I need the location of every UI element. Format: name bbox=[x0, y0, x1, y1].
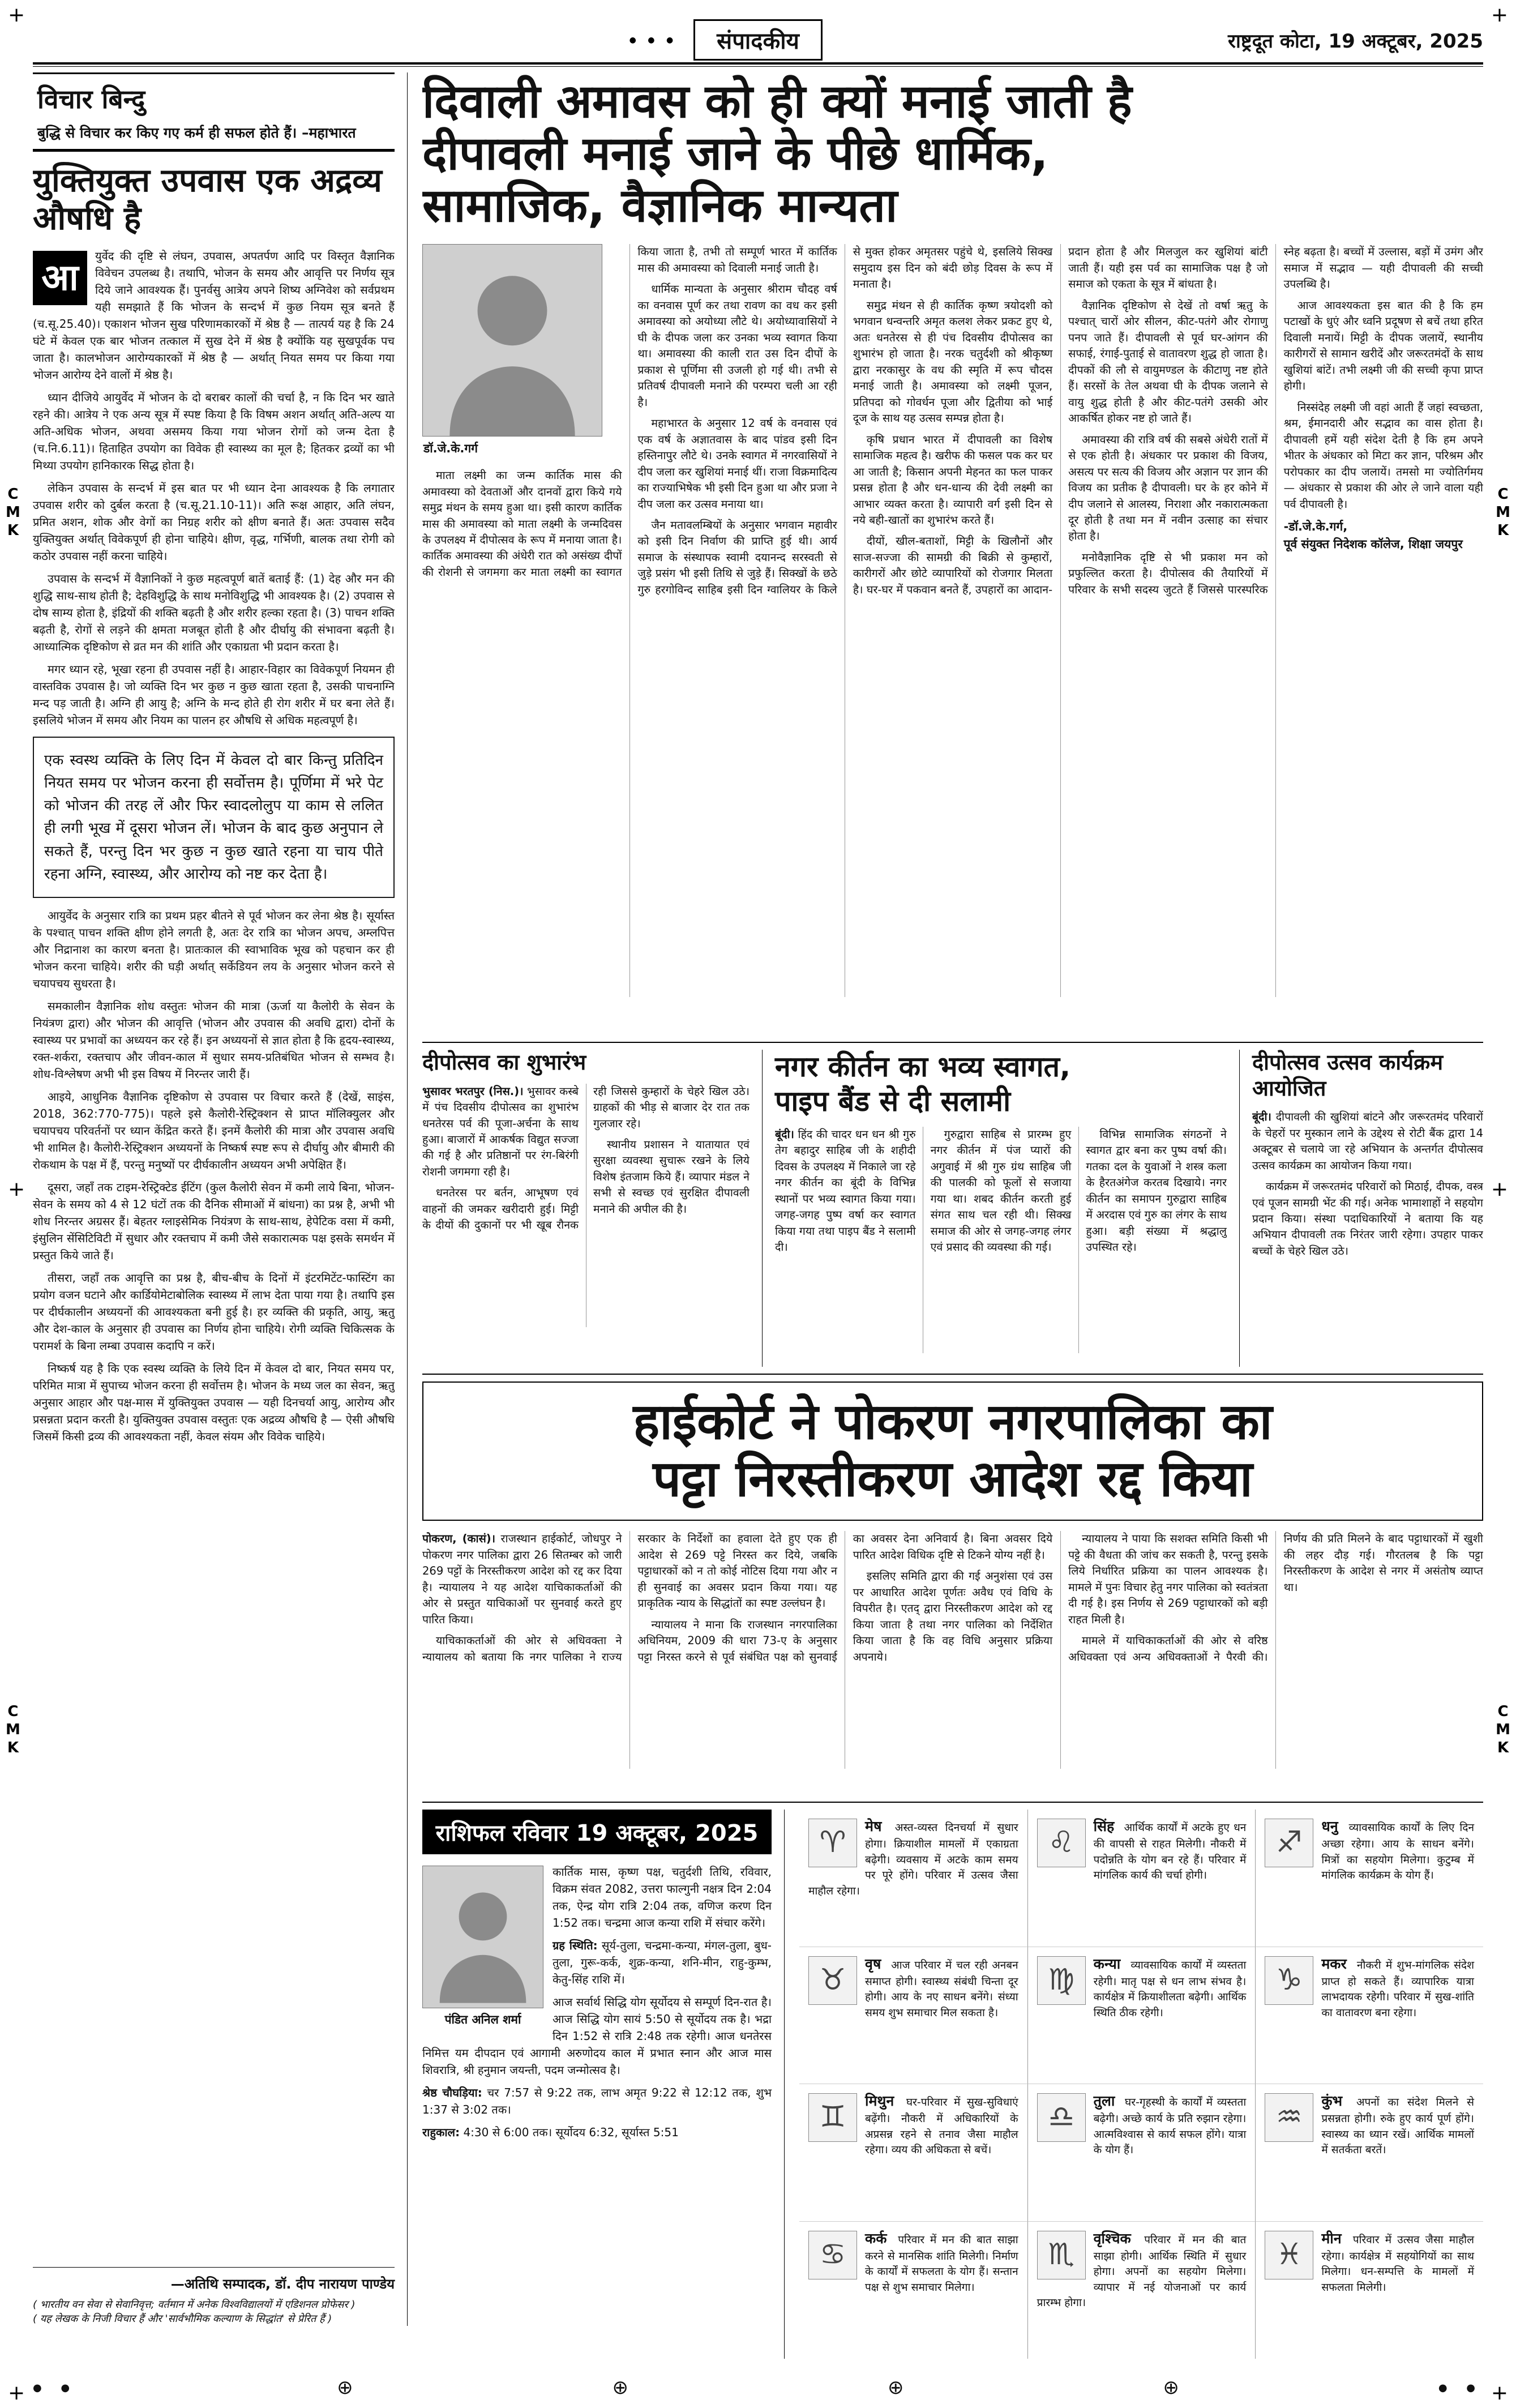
astrologer-photo bbox=[422, 1866, 543, 2008]
registration-cross-icon: + bbox=[8, 1178, 25, 1201]
lead-paragraph bbox=[1252, 1109, 1483, 1174]
zodiac-cell-meen bbox=[1255, 2222, 1483, 2359]
right-area bbox=[422, 72, 1483, 2359]
press-dots: ● ● bbox=[33, 2381, 78, 2394]
vichar-bindu-quote bbox=[33, 121, 395, 152]
zodiac-name: मिथुन bbox=[865, 2093, 894, 2109]
headline-line: दिवाली अमावस को ही क्यों मनाई जाती है bbox=[422, 75, 1132, 129]
zodiac-cell-tula bbox=[1027, 2084, 1256, 2222]
zodiac-text: आज परिवार में चल रही अनबन समाप्त होगी। स्वास्थ्य संबंधी चिन्ता दूर होगी। आय के नए साधन बनेंगे। संध्या समय शुभ समाचार मिल सकता है। bbox=[865, 1958, 1018, 2019]
utsav-title: दीपोत्सव उत्सव कार्यक्रम आयोजित bbox=[1252, 1050, 1444, 1101]
highcourt-headline bbox=[422, 1382, 1483, 1521]
yog-text: आज सर्वार्थ सिद्धि योग सूर्योदय से सम्पूर्ण दिन-रात है। आज सिद्धि योग सायं 5:50 से सूर्योदय तक है। भद्रा दिन 1:52 से रात्रि 2:48 तक रहेगी। आज धनतेरस निमित्त यम दीपदान एवं आगामी अरुणोदय काल में प्रभात स्नान और आज मास शिवरात्रि, श्री हनुमान जयन्ती, पदम जन्मोत्सव है। bbox=[422, 1995, 772, 2077]
zodiac-cell-mesh bbox=[799, 1810, 1027, 1947]
dateline: बूंदी। bbox=[775, 1128, 794, 1141]
lead-paragraph bbox=[775, 1127, 916, 1256]
paragraph: निष्कर्ष यह है कि एक स्वस्थ व्यक्ति के लिये दिन में केवल दो बार, नियत समय पर, परिमित मात्रा में सुपाच्य भोजन करना ही सर्वोत्तम है। भोजन के मध्य जल का सेवन, ऋतु अनुसार आहार और पक्ष-मास में युक्तियुक्त उपवास — यही दिनचर्या आयु, आरोग्य और प्रसन्नता प्रदान करती है। युक्तियुक्त उपवास वस्तुतः एक अद्रव्य औषधि है — ऐसी औषधि जिसमें किसी द्रव्य की आवश्यकता नहीं, केवल संयम और विवेक चाहिये। bbox=[33, 1362, 395, 1444]
zodiac-cell-kark bbox=[799, 2222, 1027, 2359]
zodiac-name: कन्या bbox=[1093, 1955, 1121, 1972]
left-column bbox=[33, 72, 408, 2326]
paragraph: समकालीन वैज्ञानिक शोध वस्तुतः भोजन की मात्रा (ऊर्जा या कैलोरी के सेवन के नियंत्रण द्वारा) और भोजन की आवृत्ति (भोजन और उपवास की अवधि द्वारा) दोनों के स्वास्थ्य पर प्रभावों का अध्ययन कर रहे हैं। इन अध्ययनों से ज्ञात होता है कि हृदय-स्वास्थ्य, रक्त-शर्करा, रक्तचाप और जीवन-काल में सुधार समय-प्रतिबंधित भोजन से सम्भव है। शोध-विश्लेषण अभी भी इस विषय में निरन्तर जारी हैं। bbox=[33, 999, 395, 1081]
utsav-paragraphs bbox=[1252, 1179, 1483, 1259]
paragraph: दीयों, खील-बताशों, मिट्टी के खिलौनों और साज-सज्जा की सामग्री की बिक्री से कुम्हारों, कारीगरों और छोटे व्यापारियों को रोजगार मिलता है। घर-घर में पकवान बनते हैं, उपहारों का आदान-प्रदान होता है और मिलजुल कर खुशियां बांटी जाती हैं। यही इस पर्व का सामाजिक पक्ष है जो समाज को एकता के सूत्र में बांधता है। bbox=[853, 245, 1268, 596]
paragraph: समुद्र मंथन से ही कार्तिक कृष्ण त्रयोदशी को भगवान धन्वन्तरि अमृत कलश लेकर प्रकट हुए थे, अतः धनतेरस से ही पंच दिवसीय दीपोत्सव का शुभारंभ हो जाता है। नरक चतुर्दशी को श्रीकृष्ण द्वारा नरकासुर के वध की स्मृति में रूप चौदस मनाई जाती है। अमावस्या को लक्ष्मी पूजन, प्रतिपदा को गोवर्धन पूजा और द्वितीया को भाई दूज के साथ यह उत्सव सम्पन्न होता है। bbox=[853, 298, 1053, 425]
registration-cross-icon: + bbox=[1491, 2381, 1508, 2405]
lead-text: हिंद की चादर धन धन श्री गुरु तेग बहादुर साहिब जी के शहीदी दिवस के उपलक्ष्य में निकाले जा रहे नगर कीर्तन का बूंदी के विभिन्न स्थानों पर भव्य स्वागत किया गया। जगह-जगह पुष्प वर्षा कर स्वागत किया गया तथा पाइप बैंड ने सलामी दी। bbox=[775, 1128, 916, 1254]
rahukal-label: राहुकाल: bbox=[422, 2125, 460, 2139]
nagar-kirtan-article bbox=[762, 1050, 1240, 1367]
quote-source: –महाभारत bbox=[301, 125, 356, 141]
headline-line: दीपावली मनाई जाने के पीछे धार्मिक, bbox=[422, 126, 1048, 181]
deepotsav-body bbox=[422, 1084, 750, 1327]
paragraph: महाभारत के अनुसार 12 वर्ष के वनवास एवं एक वर्ष के अज्ञातवास के बाद पांडव इसी दिन हस्तिनापुर लौटे थे। उनके स्वागत में नगरवासियों ने दीप जला कर खुशियां मनाई थीं। राजा विक्रमादित्य का राज्याभिषेक भी इसी दिन हुआ था और प्रजा ने दीप जला कर उत्सव मनाया था। bbox=[637, 417, 837, 511]
section-divider bbox=[422, 1042, 1483, 1043]
paragraph: इसलिए समिति द्वारा की गई अनुशंसा एवं उस पर आधारित आदेश पूर्णतः अवैध एवं विधि के विपरीत है। एतद् द्वारा निरस्तीकरण आदेश को रद्द किया जाता है तथा नगर पालिका को निर्देशित किया जाता है कि वह विधि अनुसार प्रक्रिया अपनाये। bbox=[853, 1569, 1053, 1663]
paragraph: धार्मिक मान्यता के अनुसार श्रीराम चौदह वर्ष का वनवास पूर्ण कर तथा रावण का वध कर इसी अमावस्या को अयोध्या लौटे थे। अयोध्यावासियों ने घी के दीपक जला कर उनका भव्य स्वागत किया था। अमावस्या की काली रात उस दिन दीपों के प्रकाश से पूर्णिमा सी उजली हो गई थी। तभी से प्रतिवर्ष दीपावली मनाने की परम्परा चली आ रही है। bbox=[637, 283, 837, 409]
zodiac-cell-vrishchik bbox=[1027, 2222, 1256, 2359]
zodiac-name: तुला bbox=[1093, 2093, 1115, 2109]
paragraph: माता लक्ष्मी का जन्म कार्तिक मास की अमावस्या को देवताओं और दानवों द्वारा किये गये समुद्र मंथन के समय हुआ था। इसी कारण कार्तिक मास की अमावस्या को माता लक्ष्मी के जन्मदिवस के उपलक्ष्य में दीपोत्सव के रूप में मनाया जाता है। कार्तिक अमावस्या की अंधेरी रात को असंख्य दीपों की रोशनी से जगमगा कर माता लक्ष्मी का स्वागत किया जाता है, तभी तो सम्पूर्ण भारत में कार्तिक मास की अमावस्या को दिवाली मनाई जाती है। bbox=[422, 245, 837, 579]
paragraph: विभिन्न सामाजिक संगठनों ने स्वागत द्वार बना कर पुष्प वर्षा की। गतका दल के युवाओं ने शस्त्र कला के हैरतअंगेज करतब दिखाये। नगर कीर्तन का समापन गुरुद्वारा साहिब में अरदास एवं गुरु का लंगर के साथ हुआ। बड़ी संख्या में श्रद्धालु उपस्थित रहे। bbox=[1086, 1128, 1227, 1254]
sagittarius-icon: ♐ bbox=[1265, 1819, 1313, 1867]
zodiac-name: सिंह bbox=[1093, 1818, 1115, 1834]
zodiac-grid bbox=[799, 1810, 1483, 2359]
dateline: भुसावर भरतपुर (निस.)। bbox=[422, 1084, 524, 1098]
deepotsav-article bbox=[422, 1050, 762, 1367]
dateline: पोकरण, (कासं)। bbox=[422, 1532, 496, 1546]
author-photo-block bbox=[422, 244, 622, 461]
nagar-kirtan-paragraphs bbox=[931, 1127, 1227, 1261]
section-divider bbox=[422, 1374, 1483, 1375]
paragraph: न्यायालय ने पाया कि सशक्त समिति किसी भी पट्टे की वैधता की जांच कर सकती है, परन्तु इसके लिये निर्धारित प्रक्रिया का पालन आवश्यक है। मामले में पुनः विचार हेतु नगर पालिका को स्वतंत्रता दी गई है। इस निर्णय से 269 पट्टाधारकों को बड़ी राहत मिली है। bbox=[1068, 1532, 1268, 1626]
zodiac-cell-makar bbox=[1255, 1947, 1483, 2085]
registration-cross-icon: + bbox=[8, 2381, 25, 2405]
leo-icon: ♌ bbox=[1037, 1819, 1086, 1867]
author-note: ( भारतीय वन सेवा से सेवानिवृत्त; वर्तमान में अनेक विश्वविद्यालयों में एडिशनल प्रोफेसर ) bbox=[33, 2298, 356, 2311]
aries-icon: ♈ bbox=[808, 1819, 857, 1867]
cancer-icon: ♋ bbox=[808, 2231, 857, 2279]
rahukal-text: 4:30 से 6:00 तक। सूर्योदय 6:32, सूर्यास्त 5:51 bbox=[463, 2125, 679, 2139]
zodiac-cell-vrish bbox=[799, 1947, 1027, 2085]
diwali-body bbox=[422, 244, 1483, 997]
zodiac-name: मीन bbox=[1321, 2230, 1342, 2247]
rahukal bbox=[422, 2124, 772, 2141]
press-mark-cmk: C M K bbox=[1496, 1703, 1510, 1756]
diwali-credit bbox=[1284, 518, 1483, 553]
headline-line: पाइप बैंड से दी सलामी bbox=[775, 1085, 1011, 1118]
zodiac-name: वृष bbox=[865, 1955, 881, 1972]
zodiac-name: कुंभ bbox=[1321, 2093, 1343, 2109]
zodiac-text: घर-परिवार में सुख-सुविधाएं बढ़ेंगी। नौकरी में अधिकारियों के अप्रसन्न रहने से तनाव जैसा माहौल रहेगा। व्यय की अधिकता से बचें। bbox=[865, 2096, 1018, 2157]
registration-target-icon: ⊕ bbox=[612, 2376, 629, 2399]
paragraph: धनतेरस पर बर्तन, आभूषण एवं वाहनों की जमकर खरीदारी हुई। मिट्टी के दीयों की दुकानों पर भी खूब रौनक रही जिससे कुम्हारों के चेहरे खिल उठे। ग्राहकों की भीड़ से बाजार देर रात तक गुलजार रहे। bbox=[422, 1084, 750, 1232]
credit-line: -डॉ.जे.के.गर्ग, bbox=[1283, 519, 1348, 533]
person-silhouette-icon bbox=[423, 245, 602, 436]
headline-line: सामाजिक, वैज्ञानिक मान्यता bbox=[422, 178, 898, 233]
paragraph: याचिकाकर्ताओं की ओर से अधिवक्ता ने न्यायालय को बताया कि नगर पालिका ने राज्य सरकार के निर्देशों का हवाला देते हुए एक ही आदेश से 269 पट्टे निरस्त कर दिये, जबकि पट्टाधारकों को न तो कोई नोटिस दिया गया और न ही सुनवाई का अवसर प्रदान किया गया। यह प्राकृतिक न्याय के सिद्धांतों का स्पष्ट उल्लंघन है। bbox=[422, 1532, 837, 1663]
zodiac-text: नौकरी में शुभ-मांगलिक संदेश प्राप्त हो सकते हैं। व्यापारिक यात्रा लाभदायक रहेगी। परिवार में सुख-शांति का वातावरण बना रहेगा। bbox=[1321, 1958, 1474, 2019]
zodiac-name: वृश्चिक bbox=[1093, 2230, 1131, 2247]
zodiac-text: परिवार में मन की बात साझा होगी। आर्थिक स्थिति में सुधार होगा। अपनों का सहयोग मिलेगा। व्यापार में नई योजनाओं पर कार्य प्रारम्भ होगा। bbox=[1037, 2233, 1247, 2309]
section-divider bbox=[422, 1802, 1483, 1803]
registration-target-icon: ⊕ bbox=[887, 2376, 904, 2399]
pull-quote-box: एक स्वस्थ व्यक्ति के लिए दिन में केवल दो बार किन्तु प्रतिदिन नियत समय पर भोजन करना ही सर्वोत्तम है। पूर्णिमा में भरे पेट को भोजन की तरह लें और फिर स्वादलोलुप या काम से ललित ही लगी भूख में दूसरा भोजन लें। भोजन के बाद कुछ अनुपान ले सकते हैं, परन्तु दिन भर कुछ न कुछ खाते रहना या चाय पीते रहना अग्नि, स्वास्थ्य, और आरोग्य को नष्ट कर देता है। bbox=[33, 737, 395, 899]
zodiac-name: कर्क bbox=[865, 2230, 887, 2247]
zodiac-text: व्यावसायिक कार्यों में व्यस्तता रहेगी। मातृ पक्ष से धन लाभ संभव है। कार्यक्षेत्र में क्रियाशीलता बढ़ेगी। आर्थिक स्थिति ठीक रहेगी। bbox=[1093, 1958, 1247, 2019]
rashifal-banner: राशिफल रविवार 19 अक्टूबर, 2025 bbox=[422, 1810, 772, 1854]
news-briefs-band bbox=[422, 1050, 1483, 1367]
quote-text: बुद्धि से विचार कर किए गए कर्म ही सफल होते हैं। bbox=[37, 125, 297, 141]
scorpio-icon: ♏ bbox=[1037, 2231, 1086, 2279]
paragraph: न्यायालय ने माना कि राजस्थान नगरपालिका अधिनियम, 2009 की धारा 73-ए के अनुसार पट्टा निरस्त करने से पूर्व संबंधित पक्ष को सुनवाई का अवसर देना अनिवार्य है। बिना अवसर दिये पारित आदेश विधिक दृष्टि से टिकने योग्य नहीं है। bbox=[637, 1532, 1053, 1663]
paragraph: वैज्ञानिक दृष्टिकोण से देखें तो वर्षा ऋतु के पश्चात् चारों ओर सीलन, कीट-पतंगे और रोगाणु पनप जाते हैं। दीपावली से पूर्व घर-आंगन की सफाई, रंगाई-पुताई से वातावरण शुद्ध हो जाता है। दीपकों की लौ से वायुमण्डल के कीटाणु नष्ट होते हैं। सरसों के तेल अथवा घी के दीपक जलाने से वायु शुद्ध होती है और कीट-पतंगे उसकी ओर आकर्षित होकर नष्ट हो जाते हैं। bbox=[1068, 298, 1268, 425]
lead-paragraph bbox=[422, 1084, 579, 1181]
zodiac-text: व्यावसायिक कार्यों के लिए दिन अच्छा रहेगा। आय के साधन बनेंगे। मित्रों का सहयोग मिलेगा। कुटुम्ब में मांगलिक कार्यक्रम के योग हैं। bbox=[1321, 1821, 1474, 1882]
press-mark-cmk: C M K bbox=[6, 486, 20, 539]
paragraph: गुरुद्वारा साहिब से प्रारम्भ हुए नगर कीर्तन में पंज प्यारों की अगुवाई में श्री गुरु ग्रंथ साहिब जी की पालकी को फूलों से सजाया गया था। शबद कीर्तन करती हुई संगत साथ चल रही थी। सिक्ख समाज की ओर से जगह-जगह लंगर एवं प्रसाद की व्यवस्था की गई। bbox=[930, 1128, 1072, 1254]
paragraph: मगर ध्यान रहे, भूखा रहना ही उपवास नहीं है। आहार-विहार का विवेकपूर्ण नियमन ही वास्तविक उपवास है। जो व्यक्ति दिन भर कुछ न कुछ खाता रहता है, उसकी पाचनाग्नि मन्द पड़ जाती है। अग्नि ही आयु है; अग्नि के मन्द होते ही रोग शरीर में घर बना लेते हैं। इसलिये भोजन में समय और नियम का पालन हर औषधि से अधिक महत्वपूर्ण है। bbox=[33, 662, 395, 727]
zodiac-text: परिवार में उत्सव जैसा माहौल रहेगा। कार्यक्षेत्र में सहयोगियों का साथ मिलेगा। धन-सम्पत्ति के मामलों में सफलता मिलेगी। bbox=[1321, 2233, 1474, 2294]
headline-line: नगर कीर्तन का भव्य स्वागत, bbox=[775, 1050, 1071, 1083]
zodiac-text: आर्थिक कार्यों में अटके हुए धन की वापसी से राहत मिलेगी। नौकरी में पदोन्नति के योग बन रहे हैं। परिवार में मांगलिक कार्य की चर्चा होगी। bbox=[1093, 1821, 1247, 1882]
dropcap: आ bbox=[33, 251, 87, 305]
fasting-article-body bbox=[33, 247, 395, 2267]
lead-text: युर्वेद की दृष्टि से लंघन, उपवास, अपतर्पण आदि पर विस्तृत वैज्ञानिक विवेचन उपलब्ध है। तथापि, भोजन के समय और आवृत्ति पर निर्णय सूत्र दिये जाने आवश्यक हैं। पुनर्वसु आत्रेय अपने शिष्य अग्निवेश को सर्वप्रथम यही समझाते हैं कि भोजन के सन्दर्भ में कुछ नियम सूत्र बनते हैं (च.सू.25.40)। एकाशन भोजन सुख परिणामकारकों में श्रेष्ठ है — तात्पर्य यह है कि 24 घंटे में केवल एक बार भोजन तत्काल में सुख देने में श्रेष्ठ है क्योंकि यह सुखपूर्वक पच जाता है। कालभोजन आरोग्यकारकों में श्रेष्ठ है — अर्थात् नियत समय पर किया गया भोजन आरोग्य देने वालों में श्रेष्ठ है। bbox=[33, 249, 395, 382]
nagar-kirtan-title bbox=[775, 1050, 1227, 1119]
capricorn-icon: ♑ bbox=[1265, 1956, 1313, 2005]
paragraph: दूसरा, जहाँ तक टाइम-रेस्ट्रिक्टेड ईटिंग (कुल कैलोरी सेवन में कमी लाये बिना, भोजन-सेवन के समय को 4 से 12 घंटों तक की दैनिक सीमाओं में बांधना) का प्रश्न है, अभी भी शोध निरन्तर अग्रसर हैं। बेहतर ग्लाइसेमिक नियंत्रण के साथ-साथ, हेपेटिक वसा में कमी, इंसुलिन सेंसिटिविटी में सुधार और रक्तचाप में कमी जैसे सकारात्मक पक्ष इसके समर्थन में प्रस्तुत किये जाते हैं। bbox=[33, 1181, 395, 1263]
press-mark-cmk: C M K bbox=[6, 1703, 20, 1756]
press-mark-cmk: C M K bbox=[1496, 486, 1510, 539]
diwali-article bbox=[422, 72, 1483, 1035]
folio-dots: ● ● ● bbox=[629, 35, 678, 45]
chaughadiya-label: श्रेष्ठ चौघड़िया: bbox=[422, 2086, 482, 2099]
zodiac-text: अपनों का संदेश मिलने से प्रसन्नता होगी। रुके हुए कार्य पूर्ण होंगे। स्वास्थ्य का ध्यान रखें। आर्थिक मामलों में सतर्कता बरतें। bbox=[1321, 2096, 1474, 2157]
utsav-article bbox=[1240, 1050, 1483, 1367]
paragraph: निस्संदेह लक्ष्मी जी वहां आती हैं जहां स्वच्छता, श्रम, ईमानदारी और सद्भाव का वास होता है। दीपावली हमें यही संदेश देती है कि हम अपने भीतर के अंधकार को मिटा कर ज्ञान, परिश्रम और परोपकार का दीप जलायें। तमसो मा ज्योतिर्गमय — अंधकार से प्रकाश की ओर ले जाने वाला यही पर्व दीपावली है। bbox=[1283, 400, 1483, 511]
credit-line: पूर्व संयुक्त निदेशक कॉलेज, शिक्षा जयपुर bbox=[1283, 537, 1463, 551]
chaughadiya bbox=[422, 2084, 772, 2118]
registration-cross-icon: + bbox=[1491, 3, 1508, 27]
fasting-paragraphs-2 bbox=[33, 907, 395, 1445]
panchang-text: कार्तिक मास, कृष्ण पक्ष, चतुर्दशी तिथि, रविवार, विक्रम संवत 2082, उत्तरा फाल्गुनी नक्षत्र दिन 2:04 तक, ऐन्द्र योग रात्रि 2:04 तक, वणिज करण दिन 1:52 तक। चन्द्रमा आज कन्या राशि में संचार करेंगे। bbox=[553, 1865, 772, 1930]
zodiac-cell-singh bbox=[1027, 1810, 1256, 1947]
fasting-article-title: युक्तियुक्त उपवास एक अद्रव्य औषधि है bbox=[33, 162, 382, 238]
author-credit: —अतिथि सम्पादक, डॉ. दीप नारायण पाण्डेय bbox=[170, 2276, 395, 2292]
rashifal-section bbox=[422, 1810, 1483, 2359]
paragraph: उपवास के सन्दर्भ में वैज्ञानिकों ने कुछ महत्वपूर्ण बातें बताई हैं: (1) देह और मन की शुद्धि साथ-साथ होती है; देहविशुद्धि के साथ मनोविशुद्धि भी आवश्यक है। (2) उपवास से दोष साम्य होता है, इंद्रियों की शक्ति बढ़ती है और शरीर हल्का रहता है। (3) पाचन शक्ति बढ़ती है, रोगों से लड़ने की क्षमता मजबूत होती है और दीर्घायु की संभावना बढ़ती है। आध्यात्मिक दृष्टिकोण से व्रत मन की शांति और एकाग्रता भी प्रदान करता है। bbox=[33, 571, 395, 653]
rashifal-intro bbox=[422, 1810, 785, 2359]
paragraph: ध्यान दीजिये आयुर्वेद में भोजन के दो बराबर कालों की चर्चा है, न कि दिन भर खाते रहने की। आत्रेय ने एक अन्य सूत्र में स्पष्ट किया है कि विषम अशन अर्थात् अति-अल्प या अति-अधिक भोजन, अथवा असमय किया गया भोजन रोगों को जन्म देता है (च.नि.6.11)। हिताहित उपयोग का विवेक ही स्वास्थ्य का मूल है; हितकर द्रव्यों का भी मिथ्या उपयोग हानिकारक सिद्ध होता है। bbox=[33, 390, 395, 472]
vichar-bindu-box bbox=[33, 72, 395, 152]
paragraph: स्थानीय प्रशासन ने यातायात एवं सुरक्षा व्यवस्था सुचारू रखने के लिये विशेष इंतजाम किये हैं। व्यापार मंडल ने सभी से स्वच्छ एवं सुरक्षित दीपावली मनाने की अपील की है। bbox=[593, 1138, 750, 1216]
registration-target-icon: ⊕ bbox=[1163, 2376, 1179, 2399]
paragraph: जैन मतावलम्बियों के अनुसार भगवान महावीर को इसी दिन निर्वाण की प्राप्ति हुई थी। आर्य समाज के संस्थापक स्वामी दयानन्द सरस्वती से जुड़े प्रसंग भी इसी तिथि से जुड़े हैं। सिक्खों के छठे गुरु हरगोविन्द साहिब इसी दिन ग्वालियर के किले से मुक्त होकर अमृतसर पहुंचे थे, इसलिये सिक्ख समुदाय इस दिन को बंदी छोड़ दिवस के रूप में मनाता है। bbox=[637, 245, 1053, 596]
paragraph: आइये, आधुनिक वैज्ञानिक दृष्टिकोण से उपवास पर विचार करते हैं (देखें, साइंस, 2018, 362:770-775)। पहले इसे कैलोरी-रेस्ट्रिक्शन से प्राप्त मॉलिक्युलर और चयापचय परिवर्तनों पर ध्यान केंद्रित करते हैं। इनमें कैलोरी की मात्रा और उपवास अवधि भी शामिल है। कैलोरी-रेस्ट्रिक्शन अध्ययनों के निष्कर्ष स्पष्ट रूप से दीर्घायु और बीमारी की रोकथाम के पक्ष में हैं, परन्तु मनुष्यों पर दीर्घकालीन अध्ययन अभी अपेक्षित हैं। bbox=[33, 1090, 395, 1172]
lead-text: राजस्थान हाईकोर्ट, जोधपुर ने पोकरण नगर पालिका द्वारा 26 सितम्बर को जारी 269 पट्टों के निरस्तीकरण आदेश को रद्द कर दिया है। न्यायालय ने यह आदेश याचिकाकर्ताओं की ओर से प्रस्तुत याचिकाओं पर सुनवाई करते हुए पारित किया। bbox=[422, 1532, 622, 1626]
paragraph: मामले में याचिकाकर्ताओं की ओर से वरिष्ठ अधिवक्ता एवं अन्य अधिवक्ताओं ने पैरवी की। निर्णय की प्रति मिलने के बाद पट्टाधारकों में खुशी की लहर दौड़ गई। गौरतलब है कि पट्टा निरस्तीकरण के आदेश से नगर में असंतोष व्याप्त था। bbox=[1068, 1532, 1483, 1663]
photo-caption: डॉ.जे.के.गर्ग bbox=[423, 442, 478, 456]
person-silhouette-icon bbox=[423, 1866, 543, 2008]
registration-target-icon: ⊕ bbox=[337, 2376, 353, 2399]
paragraph: कृषि प्रधान भारत में दीपावली का विशेष सामाजिक महत्व है। खरीफ की फसल पक कर घर आ जाती है; किसान अपनी मेहनत का फल पाकर प्रसन्न होता है और धन-धान्य की देवी लक्ष्मी का आभार व्यक्त करता है। व्यापारी वर्ग इसी दिन से नये बही-खातों का शुभारंभ करते हैं। bbox=[853, 433, 1053, 527]
zodiac-cell-kanya bbox=[1027, 1947, 1256, 2085]
zodiac-cell-dhanu bbox=[1255, 1810, 1483, 1947]
paragraph: अमावस्या की रात्रि वर्ष की सबसे अंधेरी रातों में से एक होती है। अंधकार पर प्रकाश की विजय, असत्य पर सत्य की विजय और अज्ञान पर ज्ञान की विजय का प्रतीक है दीपावली। घर के हर कोने में दीप जलाने से आलस्य, निराशा और नकारात्मकता दूर होती है तथा मन में नवीन उत्साह का संचार होता है। bbox=[1068, 433, 1268, 543]
edition-dateline: राष्ट्रदूत कोटा, 19 अक्टूबर, 2025 bbox=[1228, 29, 1483, 53]
zodiac-name: धनु bbox=[1321, 1818, 1338, 1834]
lead-paragraph bbox=[33, 247, 395, 383]
registration-cross-icon: + bbox=[1491, 1178, 1508, 1201]
lead-paragraph bbox=[422, 1531, 622, 1628]
paragraph: आयुर्वेद के अनुसार रात्रि का प्रथम प्रहर बीतने से पूर्व भोजन कर लेना श्रेष्ठ है। सूर्यास्त के पश्चात् पाचन शक्ति क्षीण होने लगती है, अतः देर रात्रि का भोजन अपच, अम्लपित्त और निद्रानाश का कारण बनता है। प्रातःकाल की स्वाभाविक भूख को पहचान कर ही भोजन करना चाहिये। शरीर की घड़ी अर्थात् सर्केडियन लय के अनुसार भोजन करने से चयापचय सुधरता है। bbox=[33, 909, 395, 991]
zodiac-text: अस्त-व्यस्त दिनचर्या में सुधार होगा। क्रियाशील मामलों में एकाग्रता बढ़ेगी। व्यवसाय में अटके काम समय पर पूरे होंगे। परिवार में उत्सव जैसा माहौल रहेगा। bbox=[808, 1821, 1018, 1897]
utsav-body bbox=[1252, 1109, 1483, 1358]
masthead bbox=[33, 19, 1483, 60]
libra-icon: ♎ bbox=[1037, 2093, 1086, 2142]
chaughadiya-text: चर 7:57 से 9:22 तक, लाभ अमृत 9:22 से 12:12 तक, शुभ 1:37 से 3:02 तक। bbox=[422, 2086, 772, 2116]
nagar-kirtan-body bbox=[775, 1127, 1227, 1353]
lead-text: भुसावर कस्बे में पंच दिवसीय दीपोत्सव का शुभारंभ धनतेरस पर्व की पूजा-अर्चना के साथ हुआ। बाजारों में आकर्षक विद्युत सज्जा की गई है और प्रतिष्ठानों पर रंग-बिरंगी रोशनी जगमगा रही है। bbox=[422, 1084, 579, 1178]
headline-line: पट्टा निरस्तीकरण आदेश रद्द किया bbox=[653, 1449, 1253, 1508]
virgo-icon: ♍ bbox=[1037, 1956, 1086, 2005]
vichar-bindu-title: विचार बिन्दु bbox=[37, 84, 145, 114]
zodiac-name: मेष bbox=[865, 1818, 882, 1834]
astrologer-name: पंडित अनिल शर्मा bbox=[444, 2013, 521, 2026]
highcourt-body bbox=[422, 1531, 1483, 1769]
taurus-icon: ♉ bbox=[808, 1956, 857, 2005]
author-note: ( यह लेखक के निजी विचार हैं और 'सार्वभौमिक कल्याण के सिद्धांत' से प्रेरित हैं ) bbox=[33, 2312, 332, 2325]
paragraph: आज आवश्यकता इस बात की है कि हम पटाखों के धुएं और ध्वनि प्रदूषण से बचें तथा हरित दिवाली मनायें। मिट्टी के दीपक जलायें, स्थानीय कारीगरों से सामान खरीदें और जरूरतमंदों के साथ खुशियां बांटें। तभी लक्ष्मी जी की सच्ची कृपा प्राप्त होगी। bbox=[1283, 298, 1483, 393]
aquarius-icon: ♒ bbox=[1265, 2093, 1313, 2142]
grah-text: सूर्य-तुला, चन्द्रमा-कन्या, मंगल-तुला, बुध-तुला, गुरू-कर्क, शुक्र-कन्या, शनि-मीन, राहु-कुम्भ, केतु-सिंह राशि में। bbox=[553, 1939, 772, 1986]
highcourt-article bbox=[422, 1382, 1483, 1795]
paragraph: लेकिन उपवास के सन्दर्भ में इस बात पर भी ध्यान देना आवश्यक है कि लगातार उपवास शरीर को दुर्बल करता है (च.सू.21.10-11)। अति रूक्ष आहार, अति लंघन, प्रमित अशन, शोक और वेगों का निग्रह शरीर को क्षीण बनाते हैं। अतः उपवास सदैव युक्तियुक्त अर्थात् विवेकपूर्ण ही होना चाहिये। क्षीण, वृद्ध, गर्भिणी, बालक तथा रोगी को कठोर उपवास नहीं करना चाहिये। bbox=[33, 481, 395, 563]
masthead-rule bbox=[33, 62, 1483, 67]
registration-cross-icon: + bbox=[8, 3, 25, 27]
pisces-icon: ♓ bbox=[1265, 2231, 1313, 2279]
zodiac-text: परिवार में मन की बात साझा करने से मानसिक शांति मिलेगी। निर्माण के कार्यों में सफलता के योग हैं। सन्तान पक्ष से शुभ समाचार मिलेगा। bbox=[865, 2233, 1018, 2294]
dateline: बूंदी। bbox=[1252, 1110, 1271, 1124]
section-label: संपादकीय bbox=[693, 19, 823, 61]
author-photo bbox=[422, 244, 602, 437]
zodiac-name: मकर bbox=[1321, 1955, 1347, 1972]
diwali-headline bbox=[422, 76, 1483, 232]
lead-text: दीपावली की खुशियां बांटने और जरूरतमंद परिवारों के चेहरों पर मुस्कान लाने के उद्देश्य से रोटी बैंक द्वारा 14 अक्टूबर से चलाये जा रहे अभियान के अन्तर्गत दीपोत्सव उत्सव कार्यक्रम का आयोजन किया गया। bbox=[1252, 1110, 1483, 1172]
paragraph: मनोवैज्ञानिक दृष्टि से भी प्रकाश मन को प्रफुल्लित करता है। दीपोत्सव की तैयारियों में परिवार के सभी सदस्य जुटते हैं जिससे पारस्परिक स्नेह बढ़ता है। बच्चों में उल्लास, बड़ों में उमंग और समाज में सद्भाव — यही दीपावली की सच्ची उपलब्धि है। bbox=[1068, 245, 1483, 596]
grah-label: ग्रह स्थिति: bbox=[553, 1939, 598, 1952]
paragraph: कार्यक्रम में जरूरतमंद परिवारों को मिठाई, दीपक, वस्त्र एवं पूजन सामग्री भेंट की गई। अनेक भामाशाहों ने सहयोग प्रदान किया। संस्था पदाधिकारियों ने बताया कि यह अभियान दीपावली तक निरंतर जारी रहेगा। उपहार पाकर बच्चों के चेहरे खिल उठे। bbox=[1252, 1180, 1483, 1258]
fasting-paragraphs-1 bbox=[33, 389, 395, 729]
headline-line: हाईकोर्ट ने पोकरण नगरपालिका का bbox=[633, 1392, 1273, 1451]
gemini-icon: ♊ bbox=[808, 2093, 857, 2142]
press-footer bbox=[33, 2376, 1483, 2399]
zodiac-text: घर-गृहस्थी के कार्यों में व्यस्तता बढ़ेगी। अच्छे कार्य के प्रति रुझान रहेगा। आत्मविश्वास से कार्य सफल होंगे। यात्रा के योग हैं। bbox=[1093, 2096, 1247, 2157]
zodiac-cell-mithun bbox=[799, 2084, 1027, 2222]
zodiac-cell-kumbh bbox=[1255, 2084, 1483, 2222]
fasting-article-credit bbox=[33, 2267, 395, 2326]
astrologer-photo-block bbox=[422, 1866, 543, 2028]
press-dots: ● ● bbox=[1438, 2381, 1483, 2394]
deepotsav-title: दीपोत्सव का शुभारंभ bbox=[422, 1050, 586, 1075]
paragraph: तीसरा, जहाँ तक आवृत्ति का प्रश्न है, बीच-बीच के दिनों में इंटरमिटेंट-फास्टिंग का प्रयोग वजन घटाने और कार्डियोमेटाबोलिक स्वास्थ्य में लाभ देता पाया गया है। तथापि इस पर दीर्घकालीन अध्ययनों की आवश्यकता बनी हुई है। हर व्यक्ति की प्रकृति, आयु, ऋतु और देश-काल के अनुसार ही उपवास का निर्णय होना चाहिये। रोगी व्यक्ति चिकित्सक के परामर्श के बिना लम्बा उपवास कदापि न करें। bbox=[33, 1271, 395, 1353]
